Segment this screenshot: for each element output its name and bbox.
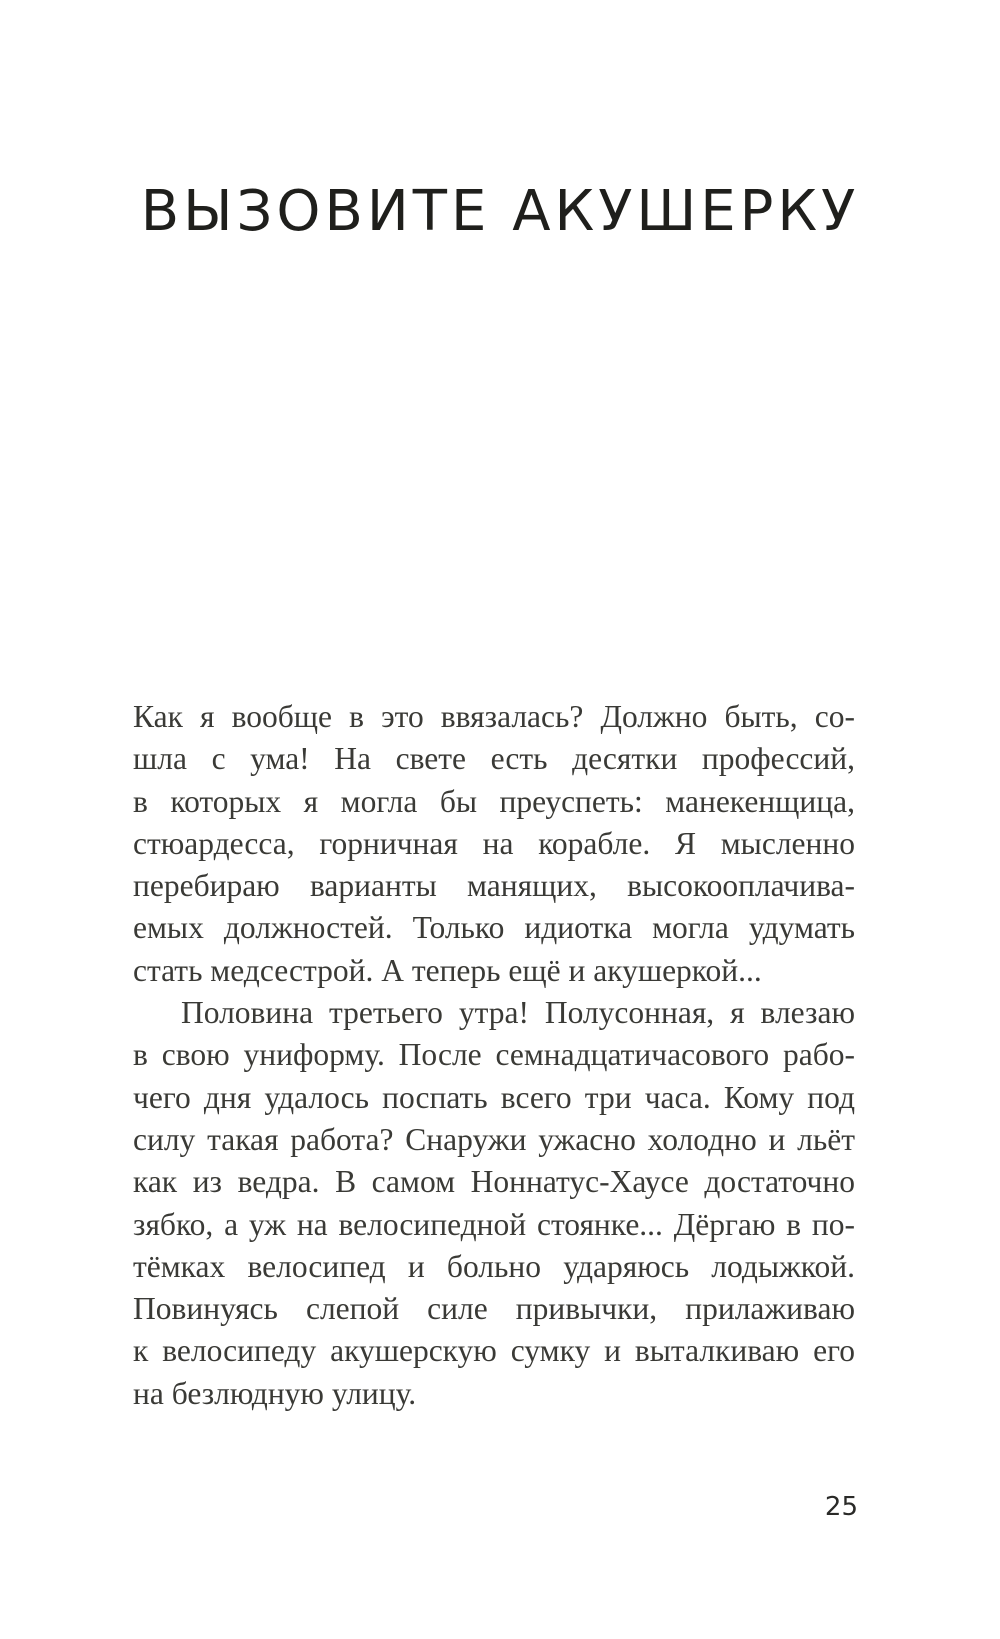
text-line: стюардесса, горничная на корабле. Я мысленно [133, 825, 855, 861]
text-line: стать медсестрой. А теперь ещё и акушеркой... [133, 952, 762, 988]
text-line: к велосипеду акушерскую сумку и выталкиваю его [133, 1333, 855, 1369]
text-line: емых должностей. Только идиотка могла удумать [133, 910, 855, 946]
text-line: шла с ума! На свете есть десятки профессий, [133, 741, 855, 777]
text-line: в свою униформу. После семнадцатичасового рабо- [133, 1037, 855, 1073]
text-line: перебираю варианты манящих, высокооплачива- [133, 868, 855, 904]
text-line: в которых я могла бы преуспеть: манекенщица, [133, 783, 855, 819]
text-line: на безлюдную улицу. [133, 1375, 417, 1411]
page-number: 25 [824, 1492, 858, 1522]
text-line: силу такая работа? Снаружи ужасно холодно и льёт [133, 1121, 855, 1157]
text-line: Половина третьего утра! Полусонная, я влезаю [181, 995, 855, 1031]
text-line: зябко, а уж на велосипедной стоянке... Дёргаю в по- [133, 1206, 855, 1242]
chapter-title: ВЫЗОВИТЕ АКУШЕРКУ [140, 179, 860, 244]
text-line: Как я вообще в это ввязалась? Должно быть, со- [133, 699, 855, 734]
text-line: Повинуясь слепой силе привычки, прилаживаю [133, 1291, 855, 1327]
text-line: чего дня удалось поспать всего три часа. Кому под [133, 1079, 855, 1115]
body-text [133, 696, 855, 1415]
text-line: тёмках велосипед и больно ударяюсь лодыжкой. [133, 1248, 855, 1284]
text-line: как из ведра. В самом Ноннатус-Хаусе достаточно [133, 1164, 855, 1200]
